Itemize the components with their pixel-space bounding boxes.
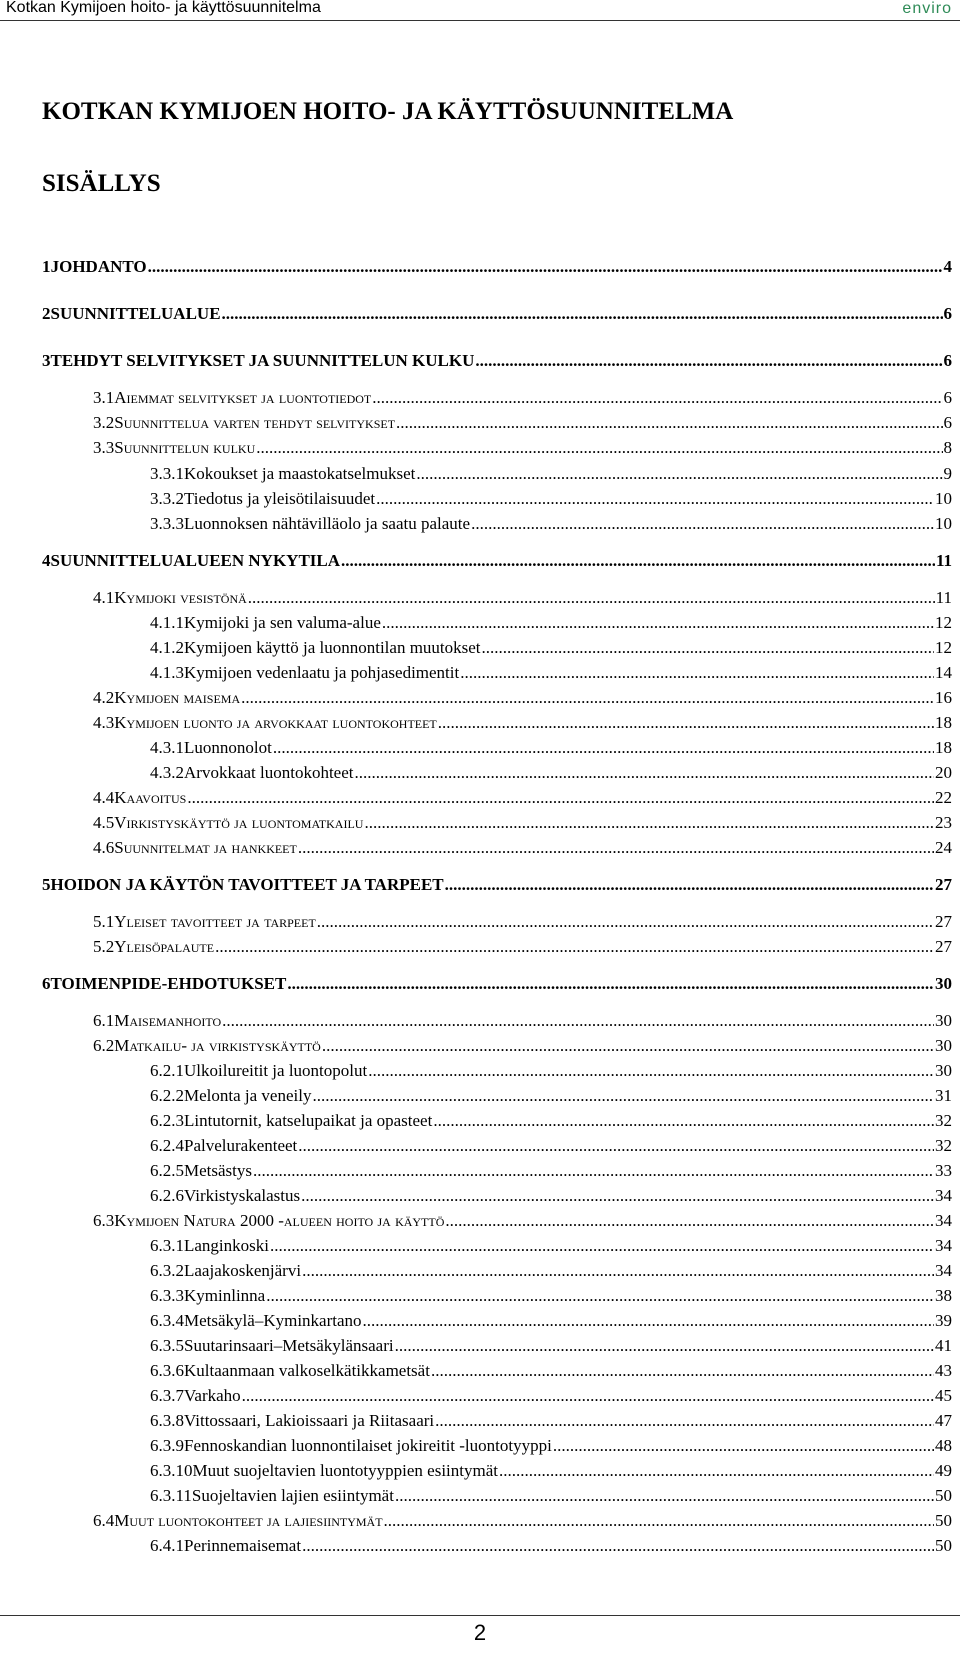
toc-entry-title: Perinnemaisemat	[184, 1536, 302, 1555]
toc-entry-6-1[interactable]	[93, 1011, 952, 1035]
toc-entry-title: Suunnittelua varten tehdyt selvitykset	[114, 413, 396, 432]
footer-divider	[0, 1615, 960, 1616]
toc-entry-title: Varkaho	[184, 1386, 241, 1405]
toc-entry-page: 47	[935, 1411, 952, 1430]
page-number: 2	[473, 1620, 487, 1645]
toc-entry-title: Kokoukset ja maastokatselmukset	[184, 464, 416, 483]
toc-entry-page: 23	[935, 813, 952, 832]
toc-entry-5[interactable]	[42, 875, 952, 899]
toc-entry-title: Melonta ja veneily	[184, 1086, 312, 1105]
toc-entry-3-3-2[interactable]	[150, 489, 952, 513]
toc-entry-5-1[interactable]	[93, 912, 952, 936]
toc-entry-number: 1	[42, 257, 51, 276]
toc-entry-title: Luonnoksen nähtävilläolo ja saatu palaute	[184, 514, 471, 533]
toc-entry-page: 32	[935, 1136, 952, 1155]
toc-entry-title: Kymijoen Natura 2000 -alueen hoito ja käyttö	[114, 1211, 445, 1230]
toc-dot-leader	[416, 464, 942, 484]
toc-entry-page: 6	[943, 413, 952, 432]
toc-dot-leader	[256, 438, 942, 458]
toc-entry-number: 4	[42, 551, 51, 570]
toc-entry-number: 6.2.6	[150, 1186, 184, 1205]
toc-dot-leader	[460, 663, 934, 683]
toc-entry-title: Arvokkaat luontokohteet	[184, 763, 354, 782]
toc-dot-leader	[242, 1386, 934, 1406]
toc-entry-6-2-1[interactable]	[150, 1061, 952, 1085]
toc-entry-6-4[interactable]	[93, 1511, 952, 1535]
toc-dot-leader	[253, 1161, 934, 1181]
toc-entry-6-3[interactable]	[93, 1211, 952, 1235]
toc-dot-leader	[341, 551, 935, 571]
toc-entry-page: 4	[943, 257, 952, 276]
toc-entry-page: 38	[935, 1286, 952, 1305]
toc-entry-page: 22	[935, 788, 952, 807]
toc-entry-number: 6.3.5	[150, 1336, 184, 1355]
toc-entry-number: 6.2	[93, 1036, 115, 1055]
toc-dot-leader	[301, 1186, 934, 1206]
toc-entry-title: SUUNNITTELUALUEEN NYKYTILA	[50, 551, 341, 570]
toc-entry-title: Fennoskandian luonnontilaiset jokireitit -luontotyyppi	[184, 1436, 552, 1455]
toc-entry-title: Aiemmat selvitykset ja luontotiedot	[114, 388, 372, 407]
document-title: KOTKAN KYMIJOEN HOITO- JA KÄYTTÖSUUNNITELMA	[42, 98, 734, 125]
toc-entry-number: 6.3.9	[150, 1436, 184, 1455]
toc-entry-2[interactable]	[42, 304, 952, 328]
toc-dot-leader	[445, 1211, 934, 1231]
toc-entry-page: 11	[935, 588, 952, 607]
toc-entry-4-5[interactable]	[93, 813, 952, 837]
toc-dot-leader	[266, 1286, 934, 1306]
toc-entry-title: Kymijoen luonto ja arvokkaat luontokohteet	[114, 713, 437, 732]
toc-entry-page: 30	[935, 1036, 952, 1055]
toc-entry-number: 3.3.3	[150, 514, 184, 533]
toc-dot-leader	[396, 413, 942, 433]
toc-entry-number: 6.2.2	[150, 1086, 184, 1105]
toc-dot-leader	[317, 912, 934, 932]
toc-entry-page: 10	[935, 489, 952, 508]
toc-entry-6-3-11[interactable]	[150, 1486, 952, 1510]
toc-entry-page: 6	[943, 388, 952, 407]
toc-entry-title: Vittossaari, Lakioissaari ja Riitasaari	[184, 1411, 435, 1430]
toc-entry-number: 2	[42, 304, 51, 323]
toc-entry-title: Virkistyskalastus	[184, 1186, 301, 1205]
toc-entry-title: Kultaanmaan valkoselkätikkametsät	[184, 1361, 430, 1380]
toc-heading: SISÄLLYS	[42, 170, 161, 197]
toc-dot-leader	[187, 788, 934, 808]
toc-entry-number: 6.3.4	[150, 1311, 184, 1330]
toc-entry-page: 32	[935, 1111, 952, 1130]
toc-entry-page: 50	[935, 1486, 952, 1505]
toc-entry-title: Palvelurakenteet	[184, 1136, 298, 1155]
toc-entry-number: 6.3.1	[150, 1236, 184, 1255]
toc-entry-number: 3.3.1	[150, 464, 184, 483]
toc-dot-leader	[368, 1061, 934, 1081]
toc-entry-4-1-3[interactable]	[150, 663, 952, 687]
toc-entry-page: 45	[935, 1386, 952, 1405]
toc-entry-title: Metsästys	[184, 1161, 252, 1180]
toc-entry-number: 6.2.4	[150, 1136, 184, 1155]
toc-entry-title: Tiedotus ja yleisötilaisuudet	[184, 489, 376, 508]
toc-entry-number: 6.3	[93, 1211, 115, 1230]
toc-entry-page: 34	[935, 1261, 952, 1280]
toc-entry-page: 9	[943, 464, 952, 483]
toc-dot-leader	[363, 1311, 934, 1331]
toc-entry-number: 4.4	[93, 788, 115, 807]
toc-entry-number: 5	[42, 875, 51, 894]
toc-entry-title: Kymijoki ja sen valuma-alue	[184, 613, 381, 632]
toc-entry-6-2-5[interactable]	[150, 1161, 952, 1185]
toc-dot-leader	[355, 763, 935, 783]
toc-entry-number: 4.1.3	[150, 663, 184, 682]
toc-entry-6[interactable]	[42, 974, 952, 998]
toc-dot-leader	[222, 1011, 934, 1031]
toc-entry-number: 5.1	[93, 912, 115, 931]
toc-dot-leader	[215, 937, 934, 957]
toc-dot-leader	[364, 813, 934, 833]
toc-entry-page: 18	[935, 738, 952, 757]
toc-entry-number: 3.3.2	[150, 489, 184, 508]
toc-entry-4-1-2[interactable]	[150, 638, 952, 662]
toc-dot-leader	[438, 713, 934, 733]
toc-entry-6-3-7[interactable]	[150, 1386, 952, 1410]
toc-entry-3-1[interactable]	[93, 388, 952, 412]
toc-entry-number: 3	[42, 351, 51, 370]
toc-entry-page: 11	[935, 551, 952, 570]
toc-entry-title: JOHDANTO	[50, 257, 147, 276]
toc-entry-4-6[interactable]	[93, 838, 952, 862]
toc-entry-6-3-5[interactable]	[150, 1336, 952, 1360]
toc-entry-6-3-3[interactable]	[150, 1286, 952, 1310]
toc-dot-leader	[222, 304, 943, 324]
toc-entry-4-1[interactable]	[93, 588, 952, 612]
toc-entry-number: 6.2.5	[150, 1161, 184, 1180]
toc-dot-leader	[499, 1461, 934, 1481]
toc-dot-leader	[241, 688, 934, 708]
toc-entry-title: Suunnittelun kulku	[114, 438, 256, 457]
toc-dot-leader	[431, 1361, 934, 1381]
toc-entry-page: 50	[935, 1536, 952, 1555]
toc-entry-6-3-9[interactable]	[150, 1436, 952, 1460]
toc-entry-number: 6.3.8	[150, 1411, 184, 1430]
toc-entry-number: 6.3.2	[150, 1261, 184, 1280]
toc-entry-page: 8	[943, 438, 952, 457]
toc-entry-6-4-1[interactable]	[150, 1536, 952, 1560]
toc-entry-number: 6	[42, 974, 51, 993]
toc-entry-6-3-10[interactable]	[150, 1461, 952, 1485]
toc-entry-3-3[interactable]	[93, 438, 952, 462]
toc-entry-6-3-1[interactable]	[150, 1236, 952, 1260]
toc-entry-page: 18	[935, 713, 952, 732]
toc-entry-title: Lintutornit, katselupaikat ja opasteet	[184, 1111, 433, 1130]
toc-entry-title: Kymijoki vesistönä	[114, 588, 247, 607]
toc-dot-leader	[298, 1136, 934, 1156]
toc-entry-page: 30	[935, 1011, 952, 1030]
toc-entry-number: 4.2	[93, 688, 115, 707]
toc-entry-page: 34	[935, 1211, 952, 1230]
toc-entry-number: 6.1	[93, 1011, 115, 1030]
toc-dot-leader	[148, 257, 943, 277]
toc-entry-title: Ulkoilureitit ja luontopolut	[184, 1061, 368, 1080]
toc-entry-page: 30	[935, 974, 952, 993]
toc-entry-page: 14	[935, 663, 952, 682]
toc-entry-6-2-2[interactable]	[150, 1086, 952, 1110]
toc-entry-page: 20	[935, 763, 952, 782]
toc-entry-number: 4.1.1	[150, 613, 184, 632]
toc-dot-leader	[322, 1036, 934, 1056]
toc-entry-6-3-8[interactable]	[150, 1411, 952, 1435]
toc-entry-title: Luonnonolot	[184, 738, 272, 757]
toc-entry-number: 6.3.7	[150, 1386, 184, 1405]
toc-entry-4-4[interactable]	[93, 788, 952, 812]
toc-entry-6-2-4[interactable]	[150, 1136, 952, 1160]
toc-dot-leader	[298, 838, 934, 858]
toc-entry-number: 4.3	[93, 713, 115, 732]
toc-entry-number: 5.2	[93, 937, 115, 956]
toc-entry-title: Yleiset tavoitteet ja tarpeet	[114, 912, 316, 931]
toc-dot-leader	[382, 613, 934, 633]
toc-entry-page: 6	[943, 351, 952, 370]
toc-entry-page: 30	[935, 1061, 952, 1080]
toc-entry-4-3[interactable]	[93, 713, 952, 737]
toc-entry-number: 6.2.1	[150, 1061, 184, 1080]
toc-entry-6-2-6[interactable]	[150, 1186, 952, 1210]
toc-entry-number: 6.4.1	[150, 1536, 184, 1555]
toc-entry-number: 3.1	[93, 388, 115, 407]
toc-entry-4[interactable]	[42, 551, 952, 575]
toc-dot-leader	[302, 1536, 934, 1556]
toc-dot-leader	[372, 388, 942, 408]
toc-dot-leader	[384, 1511, 934, 1531]
toc-dot-leader	[312, 1086, 934, 1106]
toc-entry-6-3-2[interactable]	[150, 1261, 952, 1285]
toc-entry-number: 6.4	[93, 1511, 115, 1530]
toc-entry-number: 6.3.11	[150, 1486, 192, 1505]
toc-entry-page: 24	[935, 838, 952, 857]
toc-entry-page: 27	[935, 912, 952, 931]
toc-entry-page: 27	[935, 875, 952, 894]
toc-entry-title: Muut suojeltavien luontotyyppien esiintymät	[192, 1461, 498, 1480]
toc-entry-page: 10	[935, 514, 952, 533]
toc-entry-page: 50	[935, 1511, 952, 1530]
toc-dot-leader	[248, 588, 935, 608]
toc-entry-title: TOIMENPIDE-EHDOTUKSET	[50, 974, 287, 993]
toc-entry-3-3-3[interactable]	[150, 514, 952, 538]
toc-dot-leader	[433, 1111, 934, 1131]
toc-entry-number: 4.1.2	[150, 638, 184, 657]
toc-entry-title: Suutarinsaari–Metsäkylänsaari	[184, 1336, 394, 1355]
toc-entry-title: Kymijoen vedenlaatu ja pohjasedimentit	[184, 663, 460, 682]
toc-dot-leader	[482, 638, 934, 658]
toc-dot-leader	[475, 351, 942, 371]
toc-entry-number: 4.3.2	[150, 763, 184, 782]
toc-entry-page: 34	[935, 1186, 952, 1205]
toc-dot-leader	[287, 974, 934, 994]
toc-entry-4-2[interactable]	[93, 688, 952, 712]
page-header	[0, 0, 960, 20]
toc-entry-title: Kyminlinna	[184, 1286, 266, 1305]
toc-entry-page: 34	[935, 1236, 952, 1255]
toc-entry-3-2[interactable]	[93, 413, 952, 437]
toc-entry-title: Yleisöpalaute	[114, 937, 215, 956]
toc-dot-leader	[395, 1336, 934, 1356]
toc-dot-leader	[273, 738, 934, 758]
toc-entry-title: Kymijoen käyttö ja luonnontilan muutokset	[184, 638, 481, 657]
toc-entry-number: 6.3.6	[150, 1361, 184, 1380]
toc-entry-number: 6.3.3	[150, 1286, 184, 1305]
toc-entry-5-2[interactable]	[93, 937, 952, 961]
toc-dot-leader	[553, 1436, 934, 1456]
toc-dot-leader	[270, 1236, 934, 1256]
toc-entry-6-2[interactable]	[93, 1036, 952, 1060]
toc-entry-page: 12	[935, 638, 952, 657]
toc-entry-3[interactable]	[42, 351, 952, 375]
toc-entry-page: 27	[935, 937, 952, 956]
toc-entry-title: HOIDON JA KÄYTÖN TAVOITTEET JA TARPEET	[50, 875, 444, 894]
toc-entry-6-3-4[interactable]	[150, 1311, 952, 1335]
toc-entry-page: 48	[935, 1436, 952, 1455]
toc-entry-number: 3.2	[93, 413, 115, 432]
toc-entry-number: 3.3	[93, 438, 115, 457]
toc-entry-page: 49	[935, 1461, 952, 1480]
toc-entry-title: Muut luontokohteet ja lajiesiintymät	[114, 1511, 383, 1530]
toc-dot-leader	[471, 514, 934, 534]
toc-entry-title: Kaavoitus	[114, 788, 187, 807]
toc-dot-leader	[435, 1411, 934, 1431]
toc-dot-leader	[376, 489, 934, 509]
toc-dot-leader	[395, 1486, 934, 1506]
toc-entry-number: 6.3.10	[150, 1461, 193, 1480]
toc-entry-4-3-1[interactable]	[150, 738, 952, 762]
toc-entry-page: 39	[935, 1311, 952, 1330]
toc-entry-number: 4.6	[93, 838, 115, 857]
toc-entry-title: Matkailu- ja virkistyskäyttö	[114, 1036, 321, 1055]
toc-entry-4-1-1[interactable]	[150, 613, 952, 637]
toc-entry-title: Laajakoskenjärvi	[184, 1261, 302, 1280]
toc-dot-leader	[445, 875, 934, 895]
toc-entry-title: Langinkoski	[184, 1236, 269, 1255]
toc-entry-title: TEHDYT SELVITYKSET JA SUUNNITTELUN KULKU	[50, 351, 475, 370]
toc-entry-page: 41	[935, 1336, 952, 1355]
toc-entry-title: Virkistyskäyttö ja luontomatkailu	[114, 813, 364, 832]
toc-entry-title: Metsäkylä–Kyminkartano	[184, 1311, 362, 1330]
toc-entry-page: 6	[943, 304, 952, 323]
toc-entry-title: Suunnitelmat ja hankkeet	[114, 838, 297, 857]
toc-dot-leader	[302, 1261, 934, 1281]
toc-entry-1[interactable]	[42, 257, 952, 281]
header-document-title: Kotkan Kymijoen hoito- ja käyttösuunnitelma	[6, 0, 321, 16]
toc-entry-page: 12	[935, 613, 952, 632]
toc-entry-3-3-1[interactable]	[150, 464, 952, 488]
toc-entry-title: Suojeltavien lajien esiintymät	[191, 1486, 394, 1505]
toc-entry-number: 4.3.1	[150, 738, 184, 757]
toc-entry-page: 16	[935, 688, 952, 707]
toc-entry-6-2-3[interactable]	[150, 1111, 952, 1135]
toc-entry-6-3-6[interactable]	[150, 1361, 952, 1385]
header-divider	[0, 20, 960, 21]
toc-entry-number: 4.1	[93, 588, 115, 607]
toc-entry-title: SUUNNITTELUALUE	[50, 304, 221, 323]
enviro-logo: enviro	[902, 0, 952, 17]
toc-entry-page: 33	[935, 1161, 952, 1180]
toc-entry-page: 31	[935, 1086, 952, 1105]
toc-entry-title: Maisemanhoito	[114, 1011, 222, 1030]
toc-entry-page: 43	[935, 1361, 952, 1380]
toc-entry-number: 6.2.3	[150, 1111, 184, 1130]
toc-entry-4-3-2[interactable]	[150, 763, 952, 787]
toc-entry-number: 4.5	[93, 813, 115, 832]
toc-entry-title: Kymijoen maisema	[114, 688, 241, 707]
